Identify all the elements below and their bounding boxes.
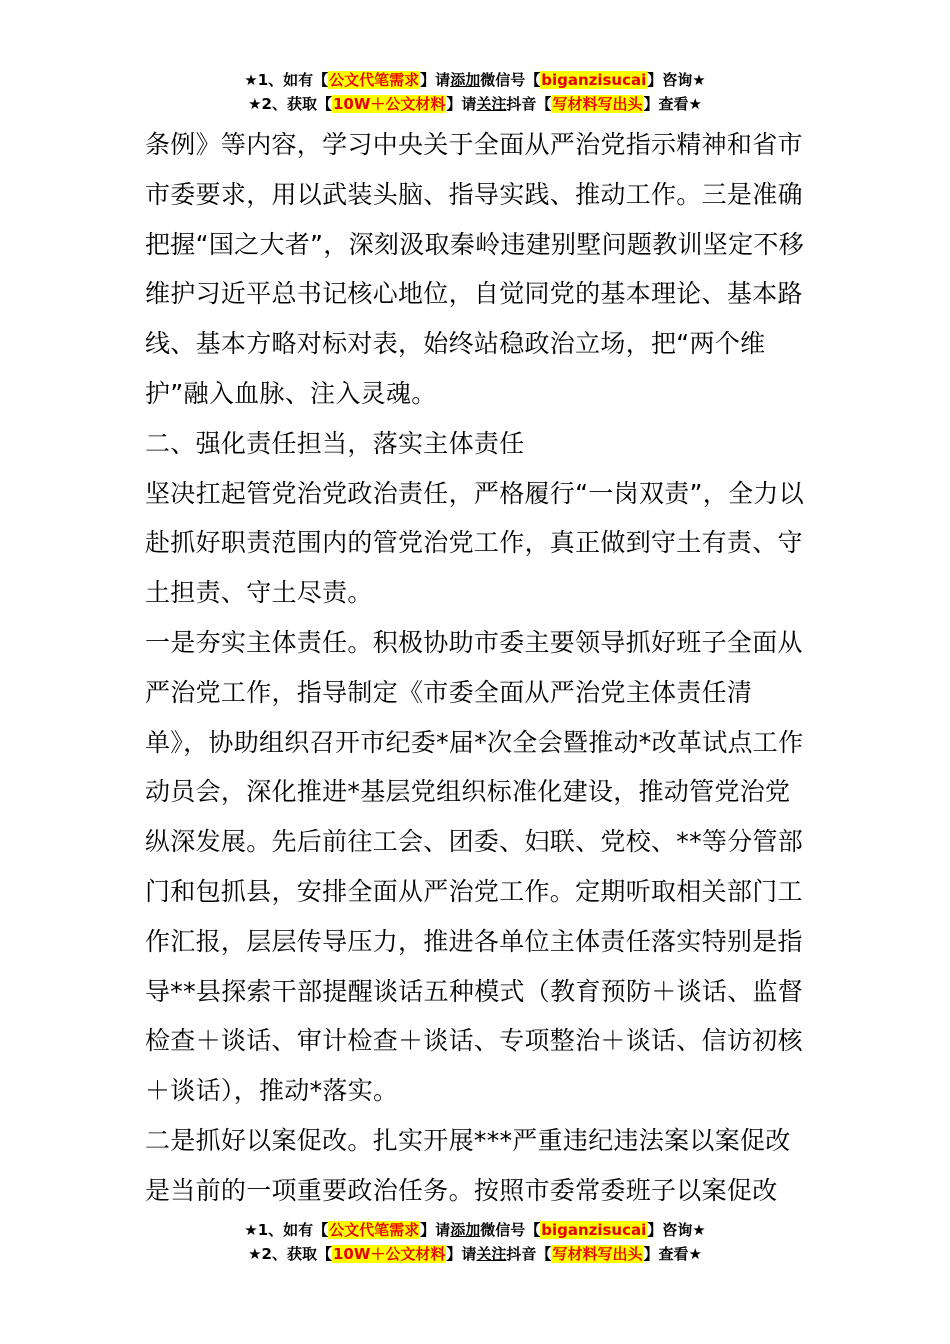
- banner-text: 微信号【: [480, 71, 541, 89]
- underlined-text: 添加: [450, 1221, 481, 1239]
- banner-line-2: [0, 92, 950, 116]
- section-heading: 二、强化责任担当，落实主体责任: [145, 428, 525, 458]
- banner-text: ★1、如有【: [244, 71, 329, 89]
- underlined-text: 关注: [476, 1245, 507, 1263]
- banner-text: 】查看★: [643, 95, 702, 113]
- document-body: [145, 120, 810, 1216]
- paragraph: 坚决扛起管党治党政治责任，严格履行“一岗双责”，全力以赴抓好职责范围内的管党治党工作，真正做到守土有责、守土担责、守土尽责。: [145, 478, 805, 608]
- highlight-text: 10W＋公文材料: [332, 1245, 446, 1263]
- banner-text: 】咨询★: [647, 1221, 706, 1239]
- footer-banner: [0, 1218, 950, 1266]
- banner-text: ★1、如有【: [244, 1221, 329, 1239]
- douyin-id: 写材料写出头: [552, 1245, 643, 1263]
- paragraph: 二是抓好以案促改。扎实开展***严重违纪违法案以案促改是当前的一项重要政治任务。按照市委常委班子以案促改: [145, 1125, 791, 1205]
- header-banner: [0, 68, 950, 116]
- banner-text: 】查看★: [643, 1245, 702, 1263]
- paragraph: 条例》等内容，学习中央关于全面从严治党指示精神和省市市委要求，用以武装头脑、指导实践、推动工作。三是准确把握“国之大者”，深刻汲取秦岭违建别墅问题教训坚定不移维护习近平总书记核心地位，自觉同党的基本理论、基本路线、基本方略对标对表，始终站稳政治立场，把“两个维护”融入血脉、注入灵魂。: [145, 130, 805, 408]
- highlight-text: 10W＋公文材料: [332, 95, 446, 113]
- highlight-text: 公文代笔需求: [329, 71, 420, 89]
- banner-text: 微信号【: [480, 1221, 541, 1239]
- banner-line-1: [0, 68, 950, 92]
- highlight-text: 公文代笔需求: [329, 1221, 420, 1239]
- douyin-id: 写材料写出头: [552, 95, 643, 113]
- banner-text: 】请: [420, 71, 451, 89]
- banner-text: 抖音【: [506, 95, 552, 113]
- banner-text: 】请: [446, 95, 477, 113]
- wechat-id: biganzisucai: [541, 71, 647, 89]
- banner-text: 】请: [420, 1221, 451, 1239]
- wechat-id: biganzisucai: [541, 1221, 647, 1239]
- paragraph: 一是夯实主体责任。积极协助市委主要领导抓好班子全面从严治党工作，指导制定《市委全面从严治党主体责任清单》，协助组织召开市纪委*届*次全会暨推动*改革试点工作动员会，深化推进*基层党组织标准化建设，推动管党治党纵深发展。先后前往工会、团委、妇联、党校、**等分管部门和包抓县，安排全面从严治党工作。定期听取相关部门工作汇报，层层传导压力，推进各单位主体责任落实特别是指导**县探索干部提醒谈话五种模式（教育预防＋谈话、监督检查＋谈话、审计检查＋谈话、专项整治＋谈话、信访初核＋谈话），推动*落实。: [145, 627, 804, 1106]
- banner-line-2: [0, 1242, 950, 1266]
- banner-text: ★2、获取【: [248, 1245, 332, 1263]
- banner-text: 】请: [446, 1245, 477, 1263]
- banner-line-1: [0, 1218, 950, 1242]
- banner-text: 抖音【: [506, 1245, 552, 1263]
- underlined-text: 关注: [476, 95, 507, 113]
- underlined-text: 添加: [450, 71, 481, 89]
- banner-text: 】咨询★: [647, 71, 706, 89]
- banner-text: ★2、获取【: [248, 95, 332, 113]
